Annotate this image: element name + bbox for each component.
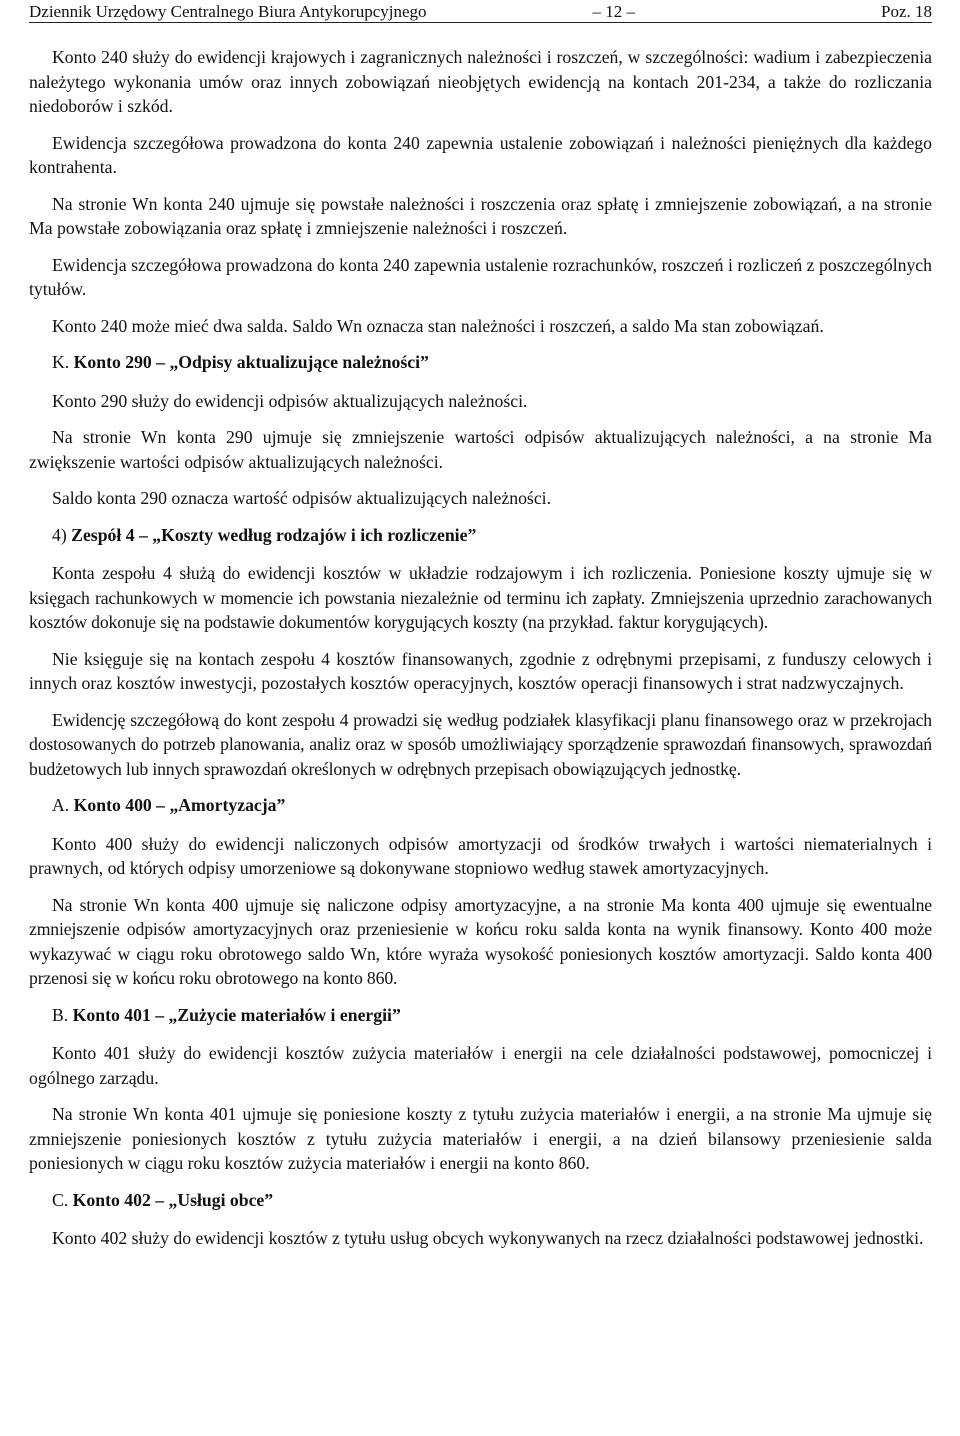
paragraph: Konto 240 służy do ewidencji krajowych i zagranicznych należności i roszczeń, w szczególności: wadium i zabezpieczenia należytego wykonania umów oraz innych zobowiązań nieobjętych ewidencją na kontach 201-234, a także do rozliczania niedoborów i szkód. <box>29 47 932 116</box>
paragraph: Na stronie Wn konta 240 ujmuje się powstałe należności i roszczenia oraz spłatę i zmniejszenie zobowiązań, a na stronie Ma powstałe zobowiązania oraz spłatę i zmniejszenie należności i roszczeń. <box>29 193 932 238</box>
paragraph: Konto 400 służy do ewidencji naliczonych odpisów amortyzacji od środków trwałych i wartości niematerialnych i prawnych, od których odpisy umorzeniowe są dokonywane stopniowo według stawek amortyzacyjnych. <box>29 833 932 878</box>
position-number: Poz. 18 <box>880 2 932 21</box>
heading-title: Konto 402 – „Usługi obce” <box>72 1189 274 1210</box>
paragraph: Nie księguje się na kontach zespołu 4 kosztów finansowanych, zgodnie z odrębnymi przepisami, z funduszy celowych i innych oraz kosztów inwestycji, pozostałych kosztów operacyjnych, kosztów operacji finansowych i strat nadzwyczajnych. <box>29 648 932 693</box>
page-header <box>29 0 932 23</box>
paragraph: Ewidencja szczegółowa prowadzona do konta 240 zapewnia ustalenie zobowiązań i należności pieniężnych dla każdego kontrahenta. <box>29 132 932 177</box>
heading-title: Konto 290 – „Odpisy aktualizujące należności” <box>73 352 429 372</box>
section-heading <box>29 523 932 548</box>
section-heading <box>29 1003 932 1028</box>
paragraph: Na stronie Wn konta 401 ujmuje się poniesione koszty z tytułu zużycia materiałów i energii, a na stronie Ma ujmuje się zmniejszenie poniesionych kosztów z tytułu zużycia materiałów i energii, a na dzień bilansowy przeniesienie salda poniesionych w ciągu roku kosztów zużycia materiałów i energii na konto 860. <box>29 1104 932 1173</box>
heading-prefix: A. <box>52 795 74 815</box>
heading-title: Konto 400 – „Amortyzacja” <box>73 795 286 815</box>
heading-prefix: B. <box>52 1004 73 1025</box>
paragraph: Konto 240 może mieć dwa salda. Saldo Wn oznacza stan należności i roszczeń, a saldo Ma stan zobowiązań. <box>52 315 824 336</box>
paragraph: Konta zespołu 4 służą do ewidencji kosztów w układzie rodzajowym i ich rozliczenia. Poniesione koszty ujmuje się w księgach rachunkowych w momencie ich powstania niezależnie od terminu ich zapłaty. Zmniejszenia uprzednio zarachowanych kosztów dokonuje się na podstawie dokumentów korygujących koszty (na przykład. faktur korygujących). <box>29 563 932 632</box>
section-heading <box>29 350 932 375</box>
heading-prefix: K. <box>52 352 74 372</box>
paragraph: Ewidencja szczegółowa prowadzona do konta 240 zapewnia ustalenie rozrachunków, roszczeń i rozliczeń z poszczególnych tytułów. <box>29 254 932 299</box>
paragraph: Saldo konta 290 oznacza wartość odpisów aktualizujących należności. <box>52 488 552 508</box>
paragraph: Na stronie Wn konta 400 ujmuje się naliczone odpisy amortyzacyjne, a na stronie Ma konta 400 ujmuje się ewentualne zmniejszenie odpisów amortyzacyjnych oraz przeniesienie w końcu roku salda konta na wynik finansowy. Konto 400 może wykazywać w ciągu roku obrotowego saldo Wn, które wyraża wysokość poniesionych kosztów amortyzacji. Saldo konta 400 przenosi się w końcu roku obrotowego na konto 860. <box>29 894 932 988</box>
heading-title: Zespół 4 – „Koszty według rodzajów i ich rozliczenie” <box>71 524 477 545</box>
paragraph: Konto 401 służy do ewidencji kosztów zużycia materiałów i energii na cele działalności podstawowej, pomocniczej i ogólnego zarządu. <box>29 1043 932 1088</box>
paragraph: Konto 290 służy do ewidencji odpisów aktualizujących należności. <box>52 390 528 411</box>
heading-title: Konto 401 – „Zużycie materiałów i energii” <box>72 1004 401 1025</box>
paragraph: Na stronie Wn konta 290 ujmuje się zmniejszenie wartości odpisów aktualizujących należności, a na stronie Ma zwiększenie wartości odpisów aktualizujących należności. <box>29 427 932 472</box>
section-heading <box>29 1188 932 1213</box>
heading-prefix: 4) <box>52 524 72 545</box>
heading-prefix: C. <box>52 1189 73 1210</box>
journal-title: Dziennik Urzędowy Centralnego Biura Antykorupcyjnego <box>29 2 427 21</box>
paragraph: Ewidencję szczegółową do kont zespołu 4 prowadzi się według podziałek klasyfikacji planu finansowego oraz w przekrojach dostosowanych do potrzeb planowania, analiz oraz w sposób umożliwiający sporządzenie sprawozdań finansowych, sprawozdań budżetowych lub innych sprawozdań określonych w odrębnych przepisach obowiązujących jednostkę. <box>29 709 932 779</box>
page-number: – 12 – <box>592 2 635 21</box>
paragraph: Konto 402 służy do ewidencji kosztów z tytułu usług obcych wykonywanych na rzecz działalności podstawowej jednostki. <box>52 1228 924 1248</box>
section-heading <box>29 793 932 818</box>
